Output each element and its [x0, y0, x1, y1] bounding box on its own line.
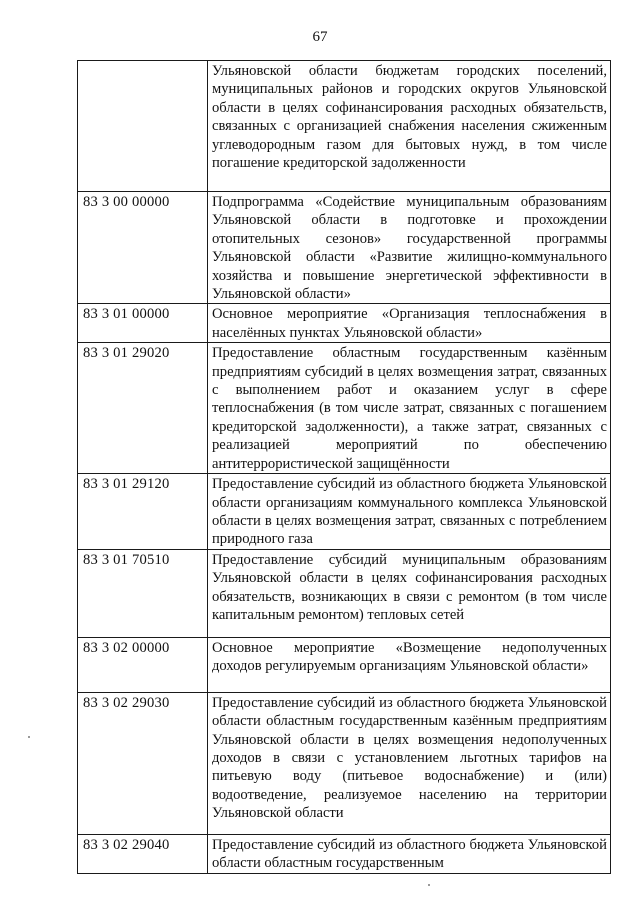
row-code: 83 3 01 29120 [78, 474, 208, 550]
table-row [78, 692, 611, 834]
page-number: 67 [312, 29, 328, 45]
row-code: 83 3 01 00000 [78, 304, 208, 343]
row-code: 83 3 02 00000 [78, 637, 208, 692]
table-row [78, 474, 611, 550]
table-row [78, 549, 611, 637]
scan-speck [428, 884, 430, 886]
row-code: 83 3 01 70510 [78, 549, 208, 637]
row-description: Ульяновской области бюджетам городских поселений, муниципальных районов и городских округов Ульяновской области в целях софинансирования расходных обязательств, связанных с организацией снабжения населения сжиженным углеводородным газом для бытовых нужд, в том числе погашение кредиторской задолженности [208, 61, 611, 192]
table-row [78, 61, 611, 192]
row-description: Основное мероприятие «Организация теплоснабжения в населённых пунктах Ульяновской области» [208, 304, 611, 343]
row-description: Предоставление областным государственным казённым предприятиям субсидий в целях возмещения затрат, связанных с выполнением работ и оказанием услуг в сфере теплоснабжения (в том числе затрат, связанных с погашением кредиторской задолженности), а также затрат, связанных с реализацией мероприятий по обеспечению антитеррористической защищённости [208, 343, 611, 474]
table-row [78, 637, 611, 692]
row-code: 83 3 02 29030 [78, 692, 208, 834]
table-row [78, 304, 611, 343]
row-description: Основное мероприятие «Возмещение недополученных доходов регулируемым организациям Ульяновской области» [208, 637, 611, 692]
row-code: 83 3 00 00000 [78, 192, 208, 304]
table-row [78, 343, 611, 474]
row-description: Предоставление субсидий из областного бюджета Ульяновской области областным государственным казённым предприятиям Ульяновской области в целях возмещения недополученных доходов в связи с установлением льготных тарифов на питьевую воду (питьевое водоснабжение) и (или) водоотведение, реализуемое населению на территории Ульяновской области [208, 692, 611, 834]
row-code: 83 3 02 29040 [78, 834, 208, 873]
row-description: Предоставление субсидий из областного бюджета Ульяновской области областным государственным [208, 834, 611, 873]
table-row [78, 192, 611, 304]
row-description: Предоставление субсидий из областного бюджета Ульяновской области организациям коммунального комплекса Ульяновской области в целях возмещения затрат, связанных с потреблением природного газа [208, 474, 611, 550]
budget-classification-table [77, 60, 611, 874]
row-description: Предоставление субсидий муниципальным образованиям Ульяновской области в целях софинансирования расходных обязательств, возникающих в связи с ремонтом (в том числе капитальным ремонтом) тепловых сетей [208, 549, 611, 637]
table-row [78, 834, 611, 873]
row-code: 83 3 01 29020 [78, 343, 208, 474]
row-description: Подпрограмма «Содействие муниципальным образованиям Ульяновской области в подготовке и прохождении отопительных сезонов» государственной программы Ульяновской области «Развитие жилищно-коммунального хозяйства и повышение энергетической эффективности в Ульяновской области» [208, 192, 611, 304]
row-code [78, 61, 208, 192]
scan-speck [28, 736, 30, 738]
